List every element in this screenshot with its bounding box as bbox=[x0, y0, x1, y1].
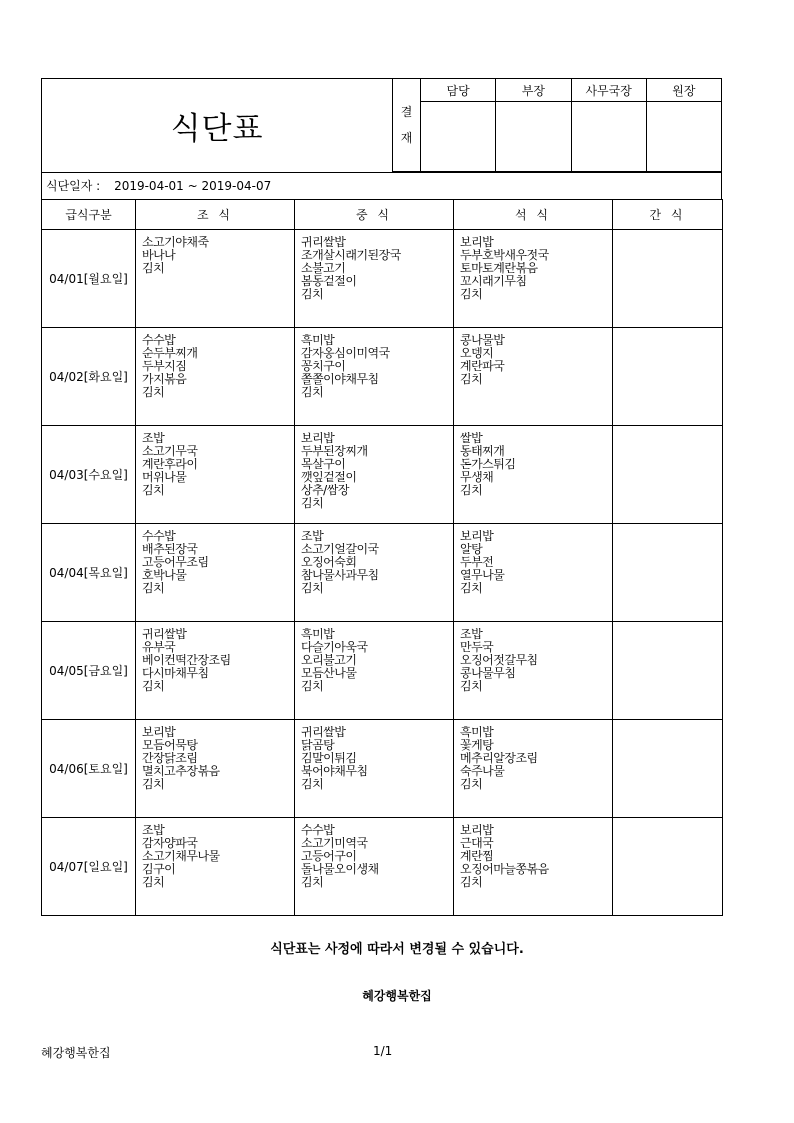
menu-item: 소고기채무나물 bbox=[142, 850, 220, 863]
menu-item: 오리불고기 bbox=[301, 654, 357, 667]
lunch-cell bbox=[295, 230, 454, 328]
menu-header-row bbox=[42, 200, 723, 230]
dinner-cell bbox=[454, 328, 613, 426]
dinner-cell bbox=[454, 426, 613, 524]
menu-item: 두부지짐 bbox=[142, 360, 187, 373]
menu-item: 계란찜 bbox=[460, 850, 494, 863]
menu-item: 김치 bbox=[142, 876, 165, 889]
menu-item: 고등어무조림 bbox=[142, 556, 209, 569]
menu-item: 조밥 bbox=[142, 432, 165, 445]
menu-item: 조밥 bbox=[142, 824, 165, 837]
menu-item: 목살구이 bbox=[301, 458, 346, 471]
menu-body bbox=[42, 230, 723, 916]
menu-item: 토마토계란볶음 bbox=[460, 262, 538, 275]
day-label: 04/03[수요일] bbox=[42, 426, 136, 524]
lunch-cell bbox=[295, 720, 454, 818]
change-notice: 식단표는 사정에 따라서 변경될 수 있습니다. bbox=[270, 942, 524, 957]
menu-item: 돈가스튀김 bbox=[460, 458, 516, 471]
breakfast-cell bbox=[136, 328, 295, 426]
menu-item: 수수밥 bbox=[301, 824, 335, 837]
date-range-row bbox=[41, 172, 722, 200]
menu-item: 김치 bbox=[142, 262, 165, 275]
breakfast-cell bbox=[136, 622, 295, 720]
dinner-cell bbox=[454, 524, 613, 622]
column-header-snack: 간 식 bbox=[613, 200, 723, 230]
menu-item: 흑미밥 bbox=[301, 334, 335, 347]
menu-item: 계란후라이 bbox=[142, 458, 198, 471]
day-label: 04/02[화요일] bbox=[42, 328, 136, 426]
day-label: 04/01[월요일] bbox=[42, 230, 136, 328]
dinner-cell bbox=[454, 720, 613, 818]
menu-item: 콩나물밥 bbox=[460, 334, 505, 347]
breakfast-cell bbox=[136, 524, 295, 622]
menu-item: 근대국 bbox=[460, 837, 494, 850]
snack-cell bbox=[613, 818, 723, 916]
menu-item: 귀리쌀밥 bbox=[301, 236, 346, 249]
approval-label-char-1: 결 bbox=[400, 105, 413, 119]
menu-item: 김치 bbox=[301, 386, 324, 399]
menu-item: 김구이 bbox=[142, 863, 176, 876]
menu-item: 김치 bbox=[460, 582, 483, 595]
menu-item: 흑미밥 bbox=[460, 726, 494, 739]
menu-item: 모듬어묵탕 bbox=[142, 739, 198, 752]
menu-item: 숙주나물 bbox=[460, 765, 505, 778]
menu-item: 오뎅지 bbox=[460, 347, 494, 360]
day-row bbox=[42, 524, 723, 622]
menu-item: 다슬기아욱국 bbox=[301, 641, 368, 654]
menu-item: 꽁치구이 bbox=[301, 360, 346, 373]
menu-item: 깻잎겉절이 bbox=[301, 471, 357, 484]
menu-item: 김치 bbox=[301, 778, 324, 791]
day-label: 04/04[목요일] bbox=[42, 524, 136, 622]
menu-item: 동태찌개 bbox=[460, 445, 505, 458]
menu-item: 가지볶음 bbox=[142, 373, 187, 386]
menu-item: 유부국 bbox=[142, 641, 176, 654]
day-row bbox=[42, 622, 723, 720]
column-header-category: 급식구분 bbox=[42, 200, 136, 230]
menu-item: 소고기얼갈이국 bbox=[301, 543, 379, 556]
menu-item: 무생채 bbox=[460, 471, 494, 484]
breakfast-cell bbox=[136, 230, 295, 328]
menu-item: 계란파국 bbox=[460, 360, 505, 373]
date-range-label: 식단일자 : bbox=[46, 179, 101, 193]
organization-name: 혜강행복한집 bbox=[362, 989, 432, 1003]
menu-item: 김치 bbox=[301, 288, 324, 301]
snack-cell bbox=[613, 622, 723, 720]
menu-item: 두부호박새우젓국 bbox=[460, 249, 549, 262]
breakfast-cell bbox=[136, 426, 295, 524]
day-label: 04/05[금요일] bbox=[42, 622, 136, 720]
menu-item: 만두국 bbox=[460, 641, 494, 654]
approval-label bbox=[393, 79, 421, 172]
menu-item: 감자양파국 bbox=[142, 837, 198, 850]
menu-item: 두부전 bbox=[460, 556, 494, 569]
menu-item: 김치 bbox=[142, 680, 165, 693]
menu-item: 김치 bbox=[301, 582, 324, 595]
menu-item: 수수밥 bbox=[142, 334, 176, 347]
menu-item: 콩나물무침 bbox=[460, 667, 516, 680]
approval-role-head: 원장 bbox=[646, 79, 721, 102]
menu-item: 김치 bbox=[460, 373, 483, 386]
menu-item: 참나물사과무침 bbox=[301, 569, 379, 582]
menu-item: 김말이튀김 bbox=[301, 752, 357, 765]
day-label: 04/06[토요일] bbox=[42, 720, 136, 818]
menu-item: 멸치고추장볶음 bbox=[142, 765, 220, 778]
day-row bbox=[42, 328, 723, 426]
menu-item: 수수밥 bbox=[142, 530, 176, 543]
menu-item: 닭곰탕 bbox=[301, 739, 335, 752]
day-label: 04/07[일요일] bbox=[42, 818, 136, 916]
menu-item: 다시마채무침 bbox=[142, 667, 209, 680]
day-row bbox=[42, 818, 723, 916]
menu-item: 감자옹심이미역국 bbox=[301, 347, 390, 360]
menu-item: 모듬산나물 bbox=[301, 667, 357, 680]
menu-item: 꼬시래기무침 bbox=[460, 275, 527, 288]
lunch-cell bbox=[295, 524, 454, 622]
menu-item: 김치 bbox=[460, 680, 483, 693]
snack-cell bbox=[613, 720, 723, 818]
menu-item: 꽃게탕 bbox=[460, 739, 494, 752]
menu-item: 열무나물 bbox=[460, 569, 505, 582]
lunch-cell bbox=[295, 818, 454, 916]
menu-item: 소고기야채죽 bbox=[142, 236, 209, 249]
title-block bbox=[41, 78, 392, 172]
approval-role-secretary-general: 사무국장 bbox=[571, 79, 646, 102]
approval-table bbox=[392, 78, 722, 172]
menu-item: 오징어젓갈무침 bbox=[460, 654, 538, 667]
snack-cell bbox=[613, 230, 723, 328]
lunch-cell bbox=[295, 622, 454, 720]
approval-role-director: 부장 bbox=[496, 79, 571, 102]
approval-label-char-2: 재 bbox=[400, 131, 413, 145]
approval-sign-box bbox=[496, 102, 571, 172]
menu-item: 흑미밥 bbox=[301, 628, 335, 641]
menu-item: 알탕 bbox=[460, 543, 483, 556]
menu-item: 김치 bbox=[460, 288, 483, 301]
menu-item: 보리밥 bbox=[460, 236, 494, 249]
column-header-breakfast: 조 식 bbox=[136, 200, 295, 230]
approval-role-manager: 담당 bbox=[421, 79, 496, 102]
menu-item: 상추/쌈장 bbox=[301, 484, 349, 497]
menu-item: 조개살시래기된장국 bbox=[301, 249, 401, 262]
approval-sign-box bbox=[646, 102, 721, 172]
column-header-dinner: 석 식 bbox=[454, 200, 613, 230]
menu-table bbox=[41, 199, 723, 916]
menu-item: 바나나 bbox=[142, 249, 176, 262]
menu-item: 김치 bbox=[460, 876, 483, 889]
menu-item: 귀리쌀밥 bbox=[301, 726, 346, 739]
lunch-cell bbox=[295, 328, 454, 426]
dinner-cell bbox=[454, 622, 613, 720]
day-row bbox=[42, 230, 723, 328]
approval-sign-box bbox=[571, 102, 646, 172]
menu-item: 김치 bbox=[142, 484, 165, 497]
menu-item: 보리밥 bbox=[460, 530, 494, 543]
menu-item: 김치 bbox=[142, 582, 165, 595]
menu-item: 오징어마늘쫑볶음 bbox=[460, 863, 549, 876]
breakfast-cell bbox=[136, 818, 295, 916]
menu-item: 소고기무국 bbox=[142, 445, 198, 458]
dinner-cell bbox=[454, 230, 613, 328]
menu-item: 오징어숙회 bbox=[301, 556, 357, 569]
menu-item: 조밥 bbox=[460, 628, 483, 641]
menu-item: 고등어구이 bbox=[301, 850, 357, 863]
menu-item: 쌀밥 bbox=[460, 432, 483, 445]
menu-item: 귀리쌀밥 bbox=[142, 628, 187, 641]
menu-item: 김치 bbox=[301, 680, 324, 693]
menu-item: 배추된장국 bbox=[142, 543, 198, 556]
menu-item: 쫄쫄이야채무침 bbox=[301, 373, 379, 386]
snack-cell bbox=[613, 328, 723, 426]
menu-item: 메추리알장조림 bbox=[460, 752, 538, 765]
date-range-value: 2019-04-01 ~ 2019-04-07 bbox=[114, 179, 272, 193]
footer-page-number: 1/1 bbox=[373, 1044, 393, 1058]
menu-item: 호박나물 bbox=[142, 569, 187, 582]
snack-cell bbox=[613, 524, 723, 622]
menu-item: 소불고기 bbox=[301, 262, 346, 275]
menu-item: 간장닭조림 bbox=[142, 752, 198, 765]
menu-item: 보리밥 bbox=[460, 824, 494, 837]
menu-item: 소고기미역국 bbox=[301, 837, 368, 850]
menu-item: 봄동겉절이 bbox=[301, 275, 357, 288]
menu-item: 두부된장찌개 bbox=[301, 445, 368, 458]
lunch-cell bbox=[295, 426, 454, 524]
menu-item: 돌나물오이생채 bbox=[301, 863, 379, 876]
breakfast-cell bbox=[136, 720, 295, 818]
menu-item: 김치 bbox=[301, 497, 324, 510]
menu-item: 김치 bbox=[142, 778, 165, 791]
menu-item: 김치 bbox=[460, 484, 483, 497]
menu-item: 보리밥 bbox=[142, 726, 176, 739]
menu-item: 북어야채무침 bbox=[301, 765, 368, 778]
column-header-lunch: 중 식 bbox=[295, 200, 454, 230]
page-title: 식단표 bbox=[170, 111, 264, 147]
menu-item: 순두부찌개 bbox=[142, 347, 198, 360]
menu-item: 베이컨떡간장조림 bbox=[142, 654, 231, 667]
footer-organization: 혜강행복한집 bbox=[41, 1046, 111, 1060]
day-row bbox=[42, 426, 723, 524]
menu-item: 머위나물 bbox=[142, 471, 187, 484]
menu-item: 보리밥 bbox=[301, 432, 335, 445]
menu-item: 김치 bbox=[460, 778, 483, 791]
menu-item: 김치 bbox=[142, 386, 165, 399]
day-row bbox=[42, 720, 723, 818]
menu-item: 조밥 bbox=[301, 530, 324, 543]
snack-cell bbox=[613, 426, 723, 524]
dinner-cell bbox=[454, 818, 613, 916]
menu-item: 김치 bbox=[301, 876, 324, 889]
approval-sign-box bbox=[421, 102, 496, 172]
